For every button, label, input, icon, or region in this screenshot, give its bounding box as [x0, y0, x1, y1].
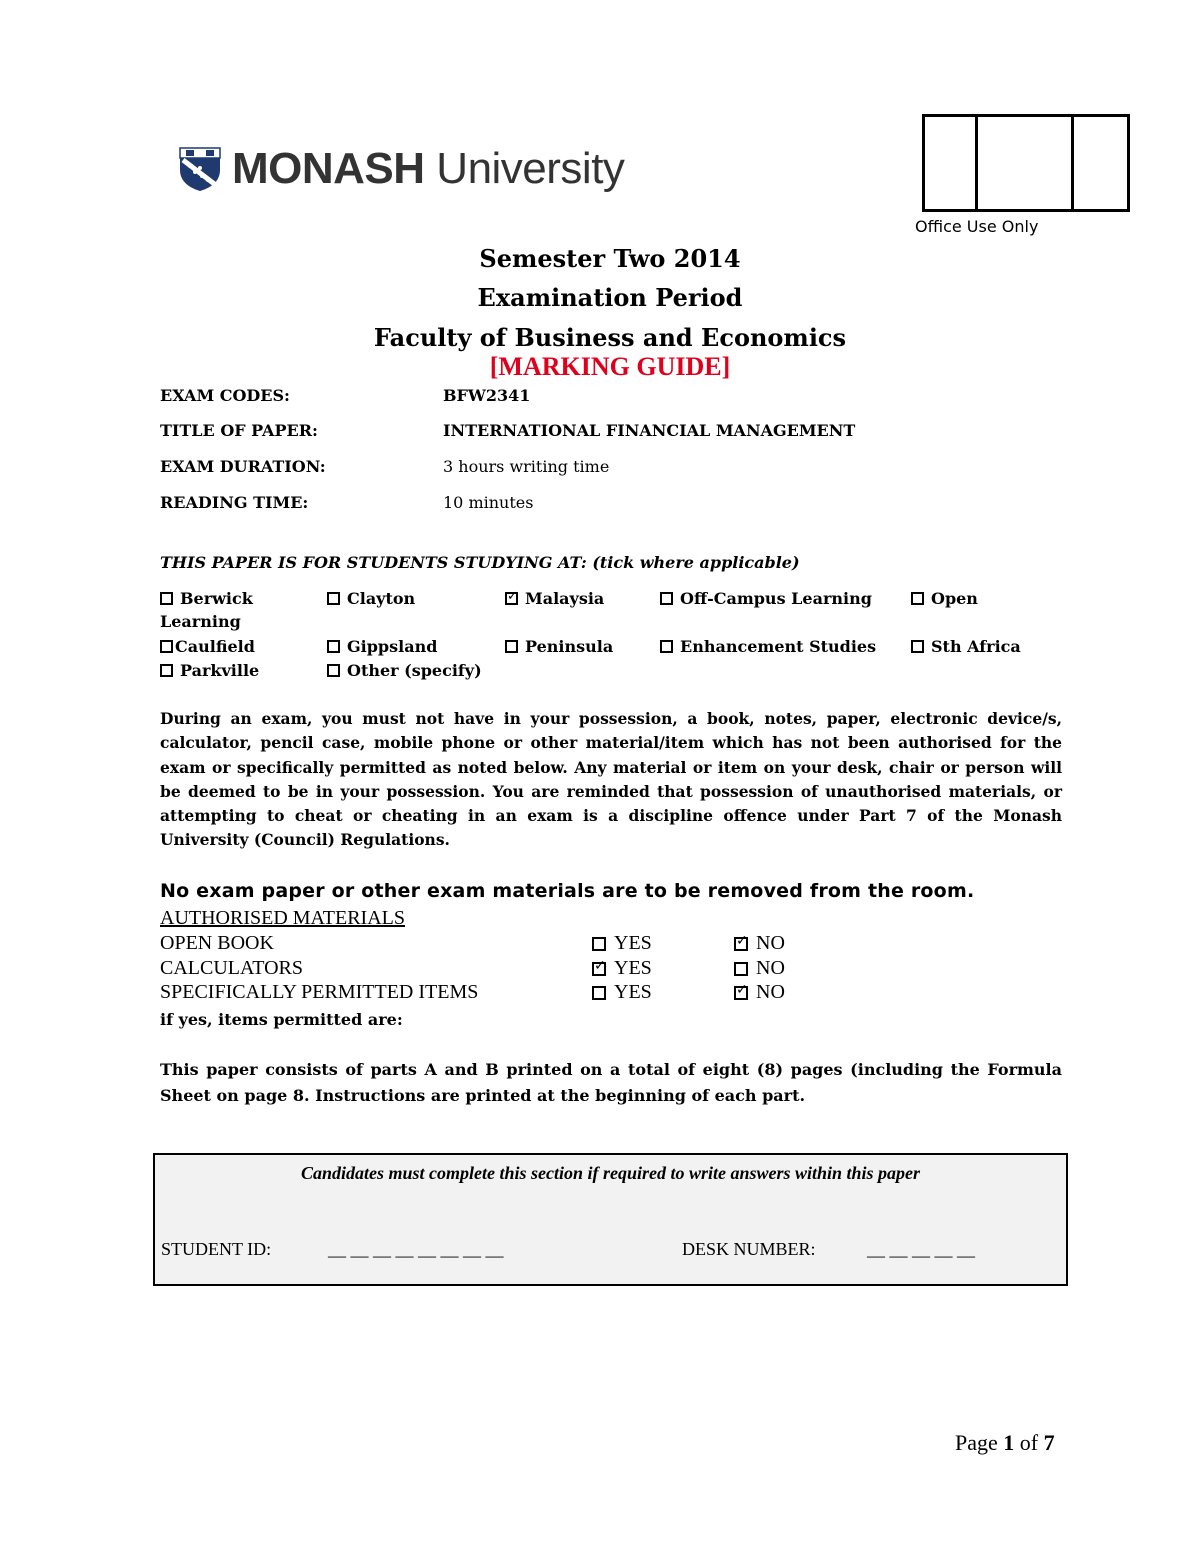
candidates-box: [153, 1153, 1068, 1286]
campus-peninsula[interactable]: Peninsula: [505, 637, 613, 656]
checkbox[interactable]: [592, 986, 606, 1000]
checkbox[interactable]: [160, 592, 173, 605]
permitted-items-label: SPECIFICALLY PERMITTED ITEMS: [160, 981, 479, 1003]
calculators-no[interactable]: NO: [734, 957, 785, 980]
checkbox[interactable]: [327, 592, 340, 605]
marking-guide-heading: [MARKING GUIDE]: [489, 352, 731, 381]
possession-notice: During an exam, you must not have in your possession, a book, notes, paper, electronic device/s, calculator, pencil case, mobile phone or other material/item which has not been authorised for the exam or specifically permitted as noted below. Any material or item on your desk, chair or person will be deemed to be in your possession. You are reminded that possession of unauthorised materials, or attempting to cheat or cheating in an exam is a discipline offence under Part 7 of the Monash University (Council) Regulations.: [160, 709, 1062, 850]
checkbox[interactable]: [160, 664, 173, 677]
student-id-field[interactable]: __ __ __ __ __ __ __ __: [328, 1239, 504, 1259]
office-box: [925, 117, 978, 209]
candidates-title: Candidates must complete this section if required to write answers within this paper: [300, 1163, 921, 1183]
checkbox[interactable]: [327, 640, 340, 653]
title-label: TITLE OF PAPER:: [160, 421, 318, 440]
reading-time-value: 10 minutes: [443, 493, 534, 512]
monash-crest-icon: [178, 146, 222, 192]
campus-open-continued: Learning: [160, 612, 241, 631]
campus-caulfield[interactable]: Caulfield: [160, 637, 255, 656]
desk-number-label: DESK NUMBER:: [682, 1239, 816, 1259]
checkbox[interactable]: [911, 640, 924, 653]
paper-consists-note: This paper consists of parts A and B printed on a total of eight (8) pages (including the Formula Sheet on page 8. Instructions are printed at the beginning of each part.: [160, 1060, 1062, 1105]
campus-sth-africa[interactable]: Sth Africa: [911, 637, 1021, 656]
checkbox[interactable]: [734, 962, 748, 976]
office-use-label: Office Use Only: [915, 217, 1039, 236]
desk-number-field[interactable]: __ __ __ __ __: [867, 1239, 975, 1259]
no-removal-notice: No exam paper or other exam materials are to be removed from the room.: [160, 880, 975, 902]
campus-parkville[interactable]: Parkville: [160, 661, 259, 680]
permitted-items-no[interactable]: ✓ NO: [734, 981, 785, 1004]
campus-berwick[interactable]: Berwick: [160, 589, 253, 608]
campus-open[interactable]: Open: [911, 589, 978, 608]
office-box: [978, 117, 1073, 209]
checkbox[interactable]: [660, 640, 673, 653]
checkbox-checked[interactable]: [505, 592, 518, 605]
duration-label: EXAM DURATION:: [160, 457, 326, 476]
exam-codes-label: EXAM CODES:: [160, 386, 290, 405]
open-book-label: OPEN BOOK: [160, 932, 274, 954]
reading-time-label: READING TIME:: [160, 493, 309, 512]
student-id-label: STUDENT ID:: [161, 1239, 272, 1259]
exam-codes-value: BFW2341: [443, 386, 531, 405]
checkbox[interactable]: [592, 937, 606, 951]
open-book-yes[interactable]: YES: [592, 932, 652, 955]
page-number: Page 1 of 7: [955, 1430, 1055, 1455]
open-book-no[interactable]: ✓ NO: [734, 932, 785, 955]
if-yes-note: if yes, items permitted are:: [160, 1010, 403, 1029]
calculators-yes[interactable]: ✓ YES: [592, 957, 652, 980]
checkbox-checked[interactable]: [734, 937, 748, 951]
campus-off-campus[interactable]: Off-Campus Learning: [660, 589, 872, 608]
duration-value: 3 hours writing time: [443, 457, 610, 476]
checkbox[interactable]: [160, 640, 173, 653]
checkbox-checked[interactable]: [592, 962, 606, 976]
campus-other[interactable]: Other (specify): [327, 661, 482, 680]
period-heading: Examination Period: [477, 283, 743, 312]
monash-logo: [178, 146, 624, 192]
office-box: [1074, 117, 1127, 209]
faculty-heading: Faculty of Business and Economics: [373, 323, 847, 352]
campus-heading: THIS PAPER IS FOR STUDENTS STUDYING AT: (tick where applicable): [160, 553, 800, 572]
checkbox[interactable]: [505, 640, 518, 653]
logo-wordmark: MONASH University: [232, 144, 625, 193]
checkbox[interactable]: [911, 592, 924, 605]
campus-malaysia[interactable]: ✓ Malaysia: [505, 589, 604, 608]
authorised-materials-heading: AUTHORISED MATERIALS: [160, 907, 405, 929]
semester-heading: Semester Two 2014: [479, 244, 741, 273]
campus-clayton[interactable]: Clayton: [327, 589, 415, 608]
office-use-boxes: [922, 114, 1130, 212]
checkbox[interactable]: [327, 664, 340, 677]
checkbox-checked[interactable]: [734, 986, 748, 1000]
calculators-label: CALCULATORS: [160, 957, 303, 979]
title-value: INTERNATIONAL FINANCIAL MANAGEMENT: [443, 421, 856, 440]
campus-enhancement[interactable]: Enhancement Studies: [660, 637, 876, 656]
checkbox[interactable]: [660, 592, 673, 605]
permitted-items-yes[interactable]: YES: [592, 981, 652, 1004]
campus-gippsland[interactable]: Gippsland: [327, 637, 437, 656]
